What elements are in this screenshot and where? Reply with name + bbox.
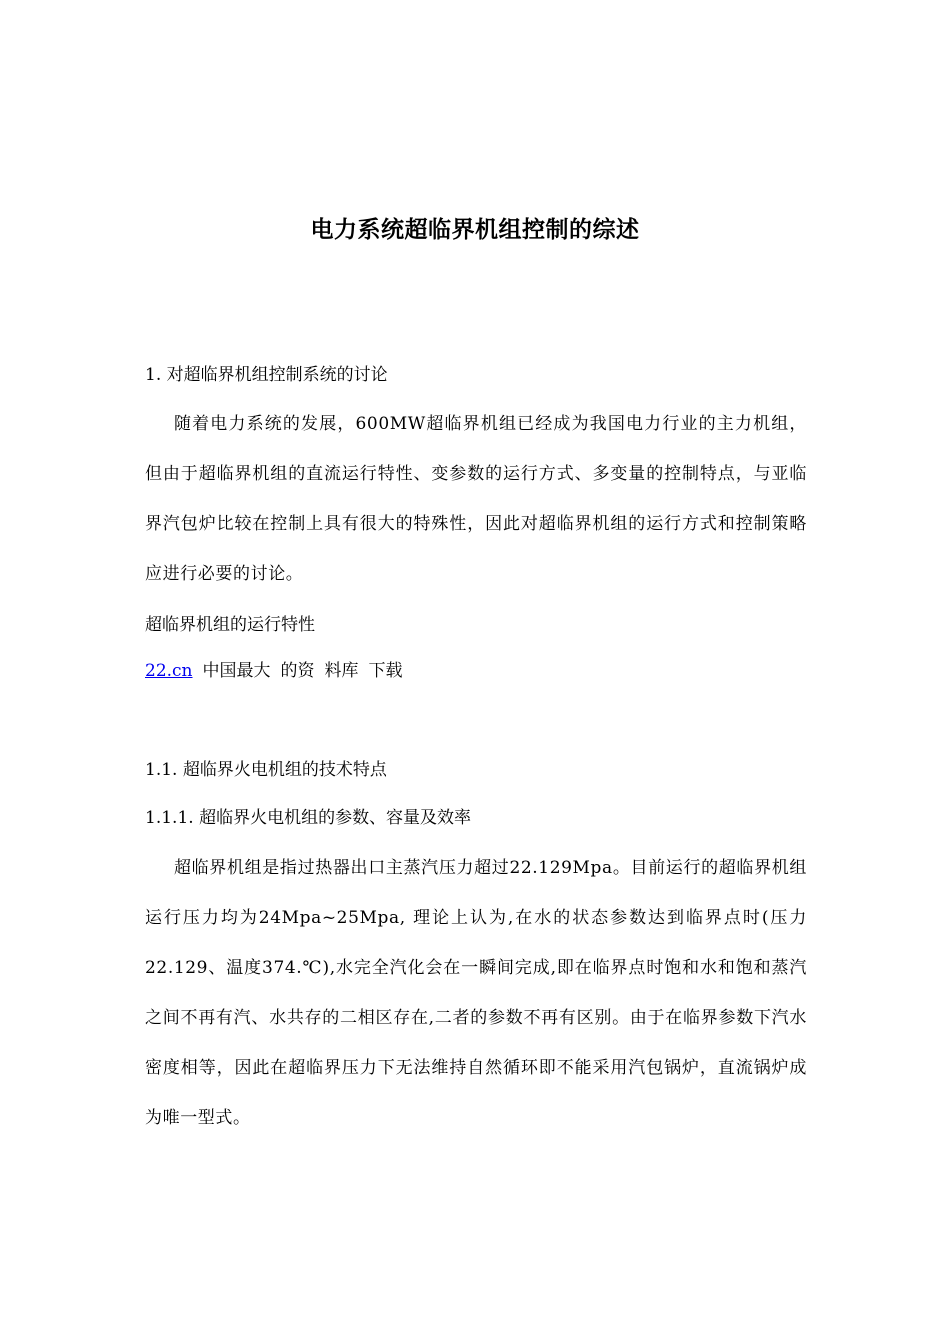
ad-link[interactable]: 22.cn	[145, 661, 193, 681]
section-1-paragraph: 随着电力系统的发展，600MW超临界机组已经成为我国电力行业的主力机组，但由于超临界机组的直流运行特性、变参数的运行方式、多变量的控制特点，与亚临界汽包炉比较在控制上具有很大的特殊性，因此对超临界机组的运行方式和控制策略应进行必要的讨论。	[145, 414, 807, 584]
ad-text-2: 的资	[280, 661, 315, 681]
document-title: 电力系统超临界机组控制的综述	[310, 216, 640, 243]
section-1-1-heading: 1.1. 超临界火电机组的技术特点	[145, 760, 387, 780]
section-1-1-1-heading: 1.1.1. 超临界火电机组的参数、容量及效率	[145, 808, 472, 828]
section-1-heading: 1. 对超临界机组控制系统的讨论	[145, 365, 388, 385]
ad-text-4: 下载	[368, 661, 403, 681]
ad-text-3: 料库	[324, 661, 359, 681]
section-1-1-1-paragraph: 超临界机组是指过热器出口主蒸汽压力超过22.129Mpa。目前运行的超临界机组运行压力均为24Mpa~25Mpa, 理论上认为,在水的状态参数达到临界点时(压力22.129、温度374.℃),水完全汽化会在一瞬间完成,即在临界点时饱和水和饱和蒸汽之间不再有汽、水共存的二相区存在,二者的参数不再有区别。由于在临界参数下汽水密度相等，因此在超临界压力下无法维持自然循环即不能采用汽包锅炉，直流锅炉成为唯一型式。	[145, 858, 807, 1128]
running-characteristics-heading: 超临界机组的运行特性	[145, 615, 315, 635]
ad-line	[145, 658, 403, 684]
ad-text-1: 中国最大	[202, 661, 271, 681]
